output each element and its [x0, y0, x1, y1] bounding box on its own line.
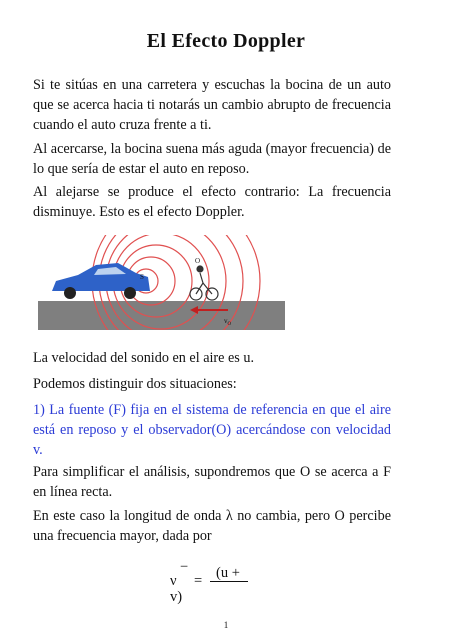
page-title: El Efecto Doppler: [146, 30, 306, 52]
formula-equals: =: [194, 573, 203, 589]
formula-numerator: (u +: [216, 565, 240, 581]
formula-denominator: v): [170, 589, 183, 605]
paragraph-approaching: Al acercarse, la bocina suena más aguda (mayor frecuencia) de lo que sería de estar el auto en reposo.: [33, 141, 391, 177]
velocity-label: $v_O$: [224, 317, 232, 327]
paragraph-case-one: 1) La fuente (F) fija en el sistema de referencia en que el aire está en reposo y el observador(O) acercándose con velocidad v.: [33, 402, 391, 458]
road-ground: [38, 301, 285, 330]
paragraph-intro: Si te sitúas en una carretera y escuchas la bocina de un auto que se acerca hacia ti notarás un cambio abrupto de frecuencia cuando el auto cruza frente a ti.: [33, 77, 391, 133]
formula-fraction-line: [210, 581, 248, 582]
page-number: 1: [223, 620, 229, 630]
paragraph-sound-speed: La velocidad del sonido en el aire es u.: [33, 350, 255, 366]
paragraph-wavelength: En este caso la longitud de onda λ no cambia, pero O percibe una frecuencia mayor, dada por: [33, 508, 391, 544]
paragraph-two-cases: Podemos distinguir dos situaciones:: [33, 376, 237, 392]
source-label: S: [140, 273, 144, 281]
formula-bar: −: [180, 559, 189, 575]
observer-label: O: [195, 257, 201, 265]
doppler-figure: [38, 235, 285, 330]
paragraph-receding: Al alejarse se produce el efecto contrario: La frecuencia disminuye. Esto es el efecto Doppler.: [33, 184, 391, 220]
paragraph-simplify: Para simplificar el análisis, supondremos que O se acerca a F en línea recta.: [33, 464, 391, 500]
formula-nu: ν: [170, 573, 177, 589]
